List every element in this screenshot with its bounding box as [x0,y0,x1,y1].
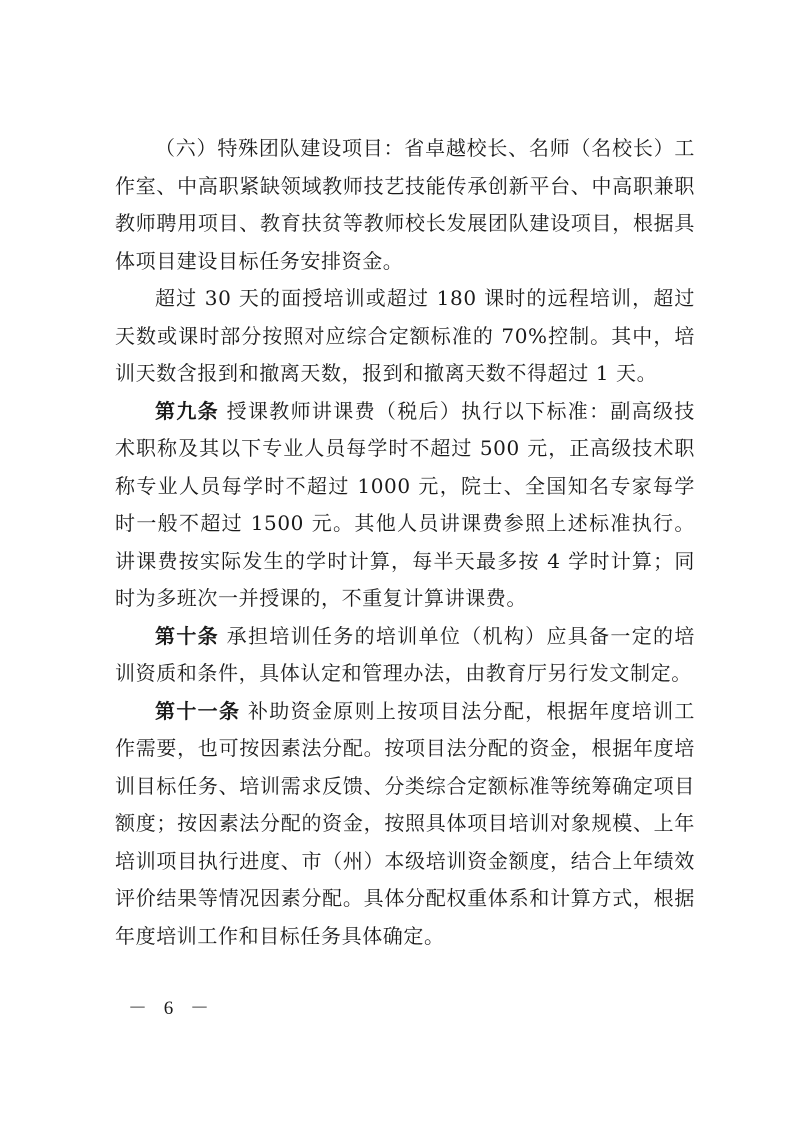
article-heading: 第十条 [155,623,219,648]
article-heading: 第十一条 [155,698,241,723]
paragraph-text: 补助资金原则上按项目法分配，根据年度培训工作需要，也可按因素法分配。按项目法分配的资金，根据年度培训目标任务、培训需求反馈、分类综合定额标准等统筹确定项目额度；按因素法分配的资金，按照具体项目培训对象规模、上年培训项目执行进度、市（州）本级培训资金额度，结合上年绩效评价结果等情况因素分配。具体分配权重体系和计算方式，根据年度培训工作和目标任务具体确定。 [115,698,696,948]
paragraph-special-team-projects [115,130,695,280]
paragraph-text: 承担培训任务的培训单位（机构）应具备一定的培训资质和条件，具体认定和管理办法，由教育厅另行发文制定。 [115,623,695,685]
page-number: － 6 － [128,998,216,1019]
article-heading: 第九条 [155,398,219,423]
paragraph-article-11 [115,693,695,956]
paragraph-article-9 [115,393,695,618]
paragraph-training-duration-limit [115,280,695,393]
paragraph-text: 超过 30 天的面授培训或超过 180 课时的远程培训，超过天数或课时部分按照对应综合定额标准的 70%控制。其中，培训天数含报到和撤离天数，报到和撤离天数不得超过 1 天。 [115,286,695,385]
paragraph-text: （六）特殊团队建设项目：省卓越校长、名师（名校长）工作室、中高职紧缺领域教师技艺技能传承创新平台、中高职兼职教师聘用项目、教育扶贫等教师校长发展团队建设项目，根据具体项目建设目标任务安排资金。 [115,136,695,273]
paragraph-text: 授课教师讲课费（税后）执行以下标准：副高级技术职称及其以下专业人员每学时不超过 500 元，正高级技术职称专业人员每学时不超过 1000 元，院士、全国知名专家每学时一般不超过 1500 元。其他人员讲课费参照上述标准执行。讲课费按实际发生的学时计算，每半天最多按 4 学时计算；同时为多班次一并授课的，不重复计算讲课费。 [115,398,695,610]
paragraph-article-10 [115,618,695,693]
document-body [115,130,695,955]
